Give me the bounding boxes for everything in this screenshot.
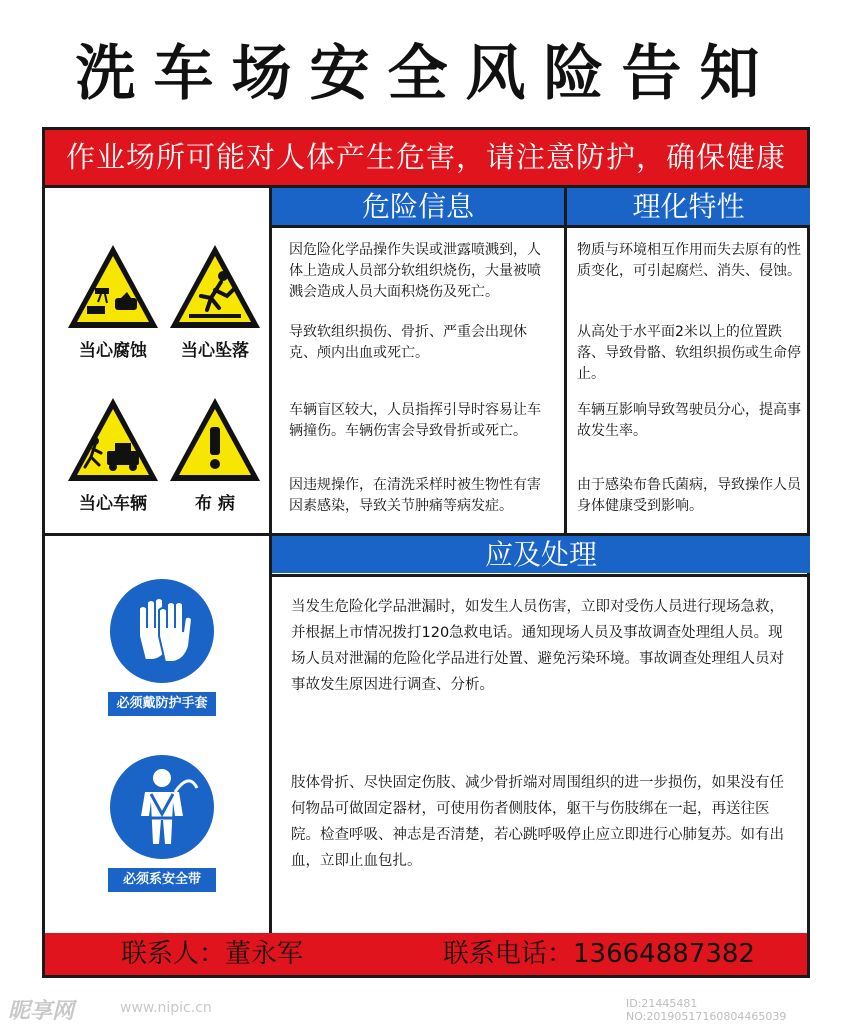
divider (564, 185, 567, 533)
response-text: 肢体骨折、尽快固定伤肢、减少骨折端对周围组织的进一步损伤，如果没有任何物品可做固定器材，可使用伤者侧肢体，躯干与伤肢绑在一起，再送往医院。检查呼吸、神志是否清楚，若心跳呼吸停止应立即进行心肺复苏。如有出血，立即止血包扎。 (291, 775, 784, 869)
watermark-id: ID:21445481 NO:20190517160804465039 (626, 997, 787, 1023)
sign-label: 当心坠落 (181, 341, 249, 361)
contact-phone: 联系电话：13664887382 (443, 939, 755, 969)
danger-info-header: 危险信息 (272, 188, 564, 225)
property-text: 从高处于水平面2米以上的位置跌落、导致骨骼、软组织损伤或生命停止。 (577, 324, 801, 382)
watermark-logo: 昵享网 (8, 999, 75, 1024)
safety-harness-icon (109, 754, 215, 860)
exclamation-warning-icon (167, 395, 263, 485)
sign-label: 必须系安全带 (108, 868, 216, 892)
danger-text: 因危险化学品操作失误或泄露喷溅到，人体上造成人员部分软组织烧伤，大量被喷溅会造成人员大面积烧伤及死亡。 (289, 242, 541, 300)
gloves-icon (109, 578, 215, 684)
warning-banner: 作业场所可能对人体产生危害，请注意防护，确保健康 (45, 130, 807, 185)
properties-header: 理化特性 (567, 188, 810, 225)
danger-text: 因违规操作，在清洗采样时被生物性有害因素感染，导致关节肿痛等病发症。 (289, 477, 541, 514)
divider (269, 225, 810, 228)
response-text: 当发生危险化学品泄漏时，如发生人员伤害，立即对受伤人员进行现场急救，并根据上市情况拨打120急救电话。通知现场人员及事故调查处理组人员。现场人员对泄漏的危险化学品进行处置、避免污染环境。事故调查处理组人员对事故发生原因进行调查、分析。 (291, 599, 784, 693)
contact-person: 联系人：董永军 (121, 939, 304, 969)
sign-label: 当心车辆 (79, 494, 147, 514)
page-title: 洗车场安全风险告知 (75, 39, 778, 109)
corrosion-warning-icon (65, 242, 161, 332)
property-text: 物质与环境相互作用而失去原有的性质变化，可引起腐烂、消失、侵蚀。 (577, 242, 801, 279)
response-header: 应及处理 (272, 536, 810, 573)
divider (269, 574, 810, 577)
sign-label: 必须戴防护手套 (108, 692, 216, 716)
falling-warning-icon (167, 242, 263, 332)
danger-text: 车辆盲区较大，人员指挥引导时容易让车辆撞伤。车辆伤害会导致骨折或死亡。 (289, 402, 541, 439)
sign-label: 布 病 (195, 494, 235, 514)
sign-label: 当心腐蚀 (79, 341, 147, 361)
contact-footer (45, 933, 807, 975)
property-text: 车辆互影响导致驾驶员分心，提高事故发生率。 (577, 402, 801, 439)
watermark-url: www.nipic.cn (120, 1000, 212, 1016)
property-text: 由于感染布鲁氏菌病，导致操作人员身体健康受到影响。 (577, 477, 801, 514)
vehicle-warning-icon (65, 395, 161, 485)
danger-text: 导致软组织损伤、骨折、严重会出现休克、颅内出血或死亡。 (289, 324, 527, 361)
notice-board (42, 127, 810, 978)
